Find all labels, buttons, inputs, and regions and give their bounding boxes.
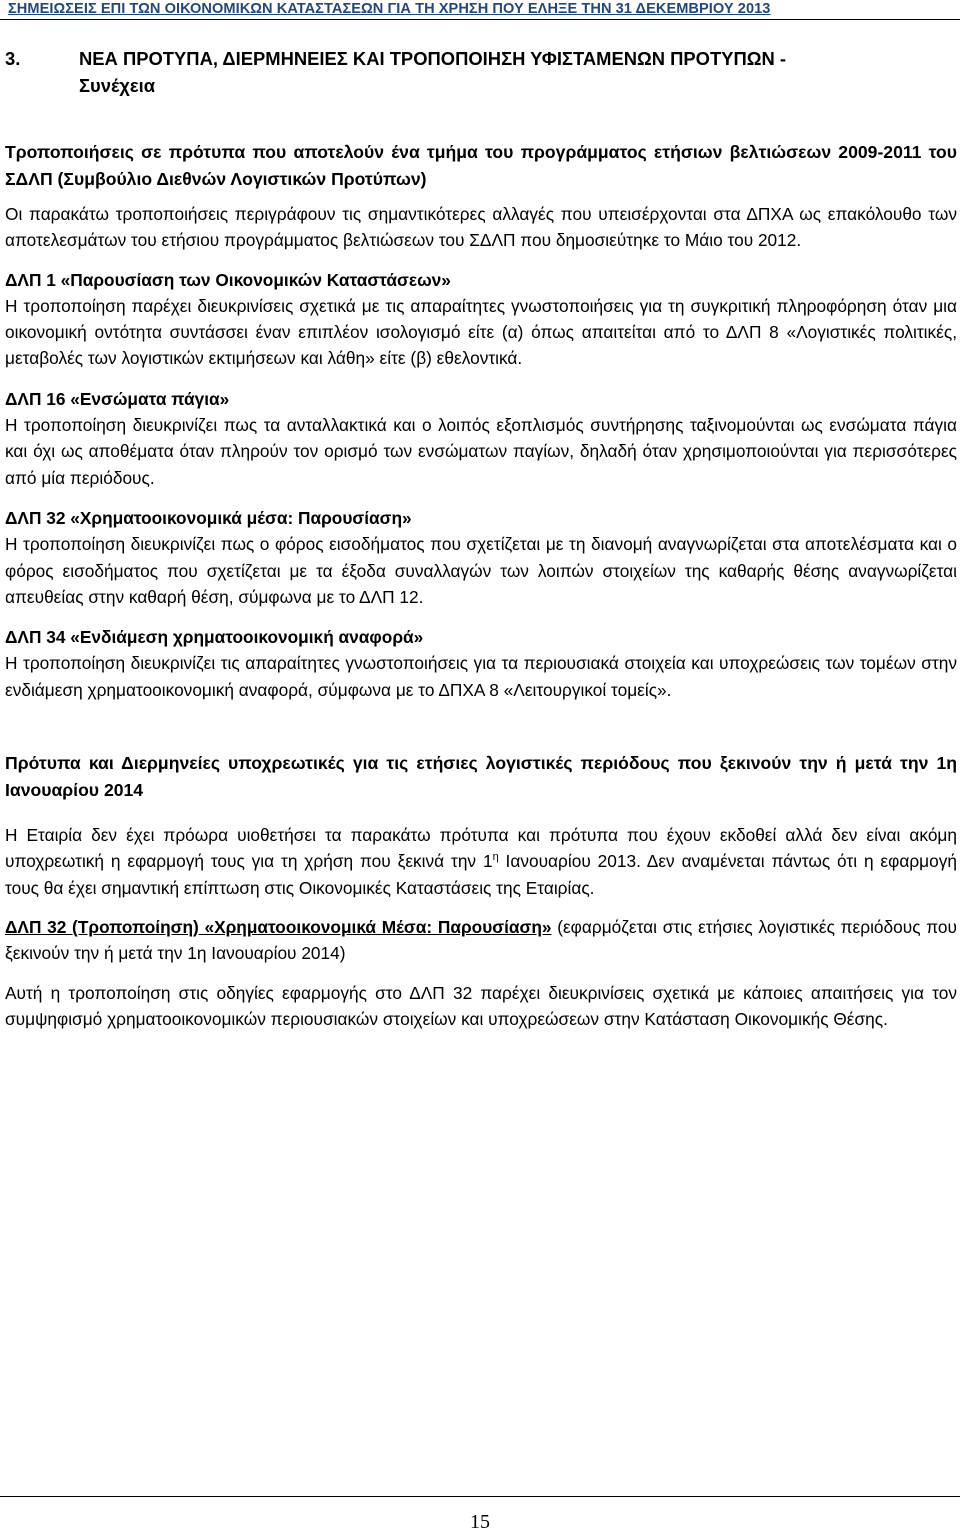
mandatory-intro-part1: Η Εταιρία δεν έχει πρόωρα υιοθετήσει τα παρακάτω πρότυπα και πρότυπα που έχουν εκδοθεί αλλά δεν είναι ακόμη υποχρεωτική η εφαρμογή τους για τη χρήση που ξεκινά την 1	[5, 825, 957, 872]
improvement-body-3: Η τροποποίηση διευκρινίζει πως ο φόρος εισοδήματος που σχετίζεται με τη διανομή αναγνωρίζεται στα αποτελέσματα και ο φόρος εισοδήματος που σχετίζεται με τα έξοδα συναλλαγών των λοιπών στοιχείων της καθαρής θέσης αναγνωρίζεται απευθείας στην καθαρή θέση, σύμφωνα με το ΔΛΠ 12.	[5, 534, 957, 607]
improvement-title-1: ΔΛΠ 1 «Παρουσίαση των Οικονομικών Καταστάσεων»	[5, 269, 451, 290]
mandatory-heading: Πρότυπα και Διερμηνείες υποχρεωτικές για τις ετήσιες λογιστικές περιόδους που ξεκινούν την ή μετά την 1η Ιανουαρίου 2014	[5, 753, 957, 800]
improvement-item-4	[5, 624, 957, 703]
section-number: 3.	[5, 48, 21, 69]
section-title-line1: ΝΕΑ ΠΡΟΤΥΠΑ, ΔΙΕΡΜΗΝΕΙΕΣ ΚΑΙ ΤΡΟΠΟΠΟΙΗΣΗ ΥΦΙΣΤΑΜΕΝΩΝ ΠΡΟΤΥΠΩΝ -	[79, 48, 787, 69]
section-heading	[5, 46, 957, 99]
improvements-intro: Οι παρακάτω τροποποιήσεις περιγράφουν τις σημαντικότερες αλλαγές που υπεισέρχονται στα ΔΠΧΑ ως επακόλουθο των αποτελεσμάτων του ετήσιου προγράμματος βελτιώσεων του ΣΔΛΠ που δημοσιεύτηκε το Μάιο του 2012.	[5, 204, 957, 251]
improvement-item-2	[5, 386, 957, 491]
improvement-item-1	[5, 267, 957, 372]
running-header-title: ΣΗΜΕΙΩΣΕΙΣ ΕΠΙ ΤΩΝ ΟΙΚΟΝΟΜΙΚΩΝ ΚΑΤΑΣΤΑΣΕΩΝ ΓΙΑ ΤΗ ΧΡΗΣΗ ΠΟΥ ΕΛΗΞΕ ΤΗΝ 31 ΔΕΚΕΜΒΡΙΟΥ 2013	[8, 1, 771, 17]
mandatory-intro-part2: Ιανουαρίου 2013. Δεν αναμένεται πάντως ότι η εφαρμογή τους θα έχει σημαντική επίπτωση στις Οικονομικές Καταστάσεις της Εταιρίας.	[5, 851, 957, 898]
improvement-body-2: Η τροποποίηση διευκρινίζει πως τα ανταλλακτικά και ο λοιπός εξοπλισμός συντήρησης ταξινομούνται ως ενσώματα πάγια και όχι ως αποθέματα όταν πληρούν τον ορισμό των ενσώματων παγίων, δηλαδή όταν χρησιμοποιούνται για περισσότερες από μία περιόδους.	[5, 415, 957, 488]
page-number: 15	[470, 1511, 490, 1533]
section-title	[79, 46, 957, 99]
improvement-title-3: ΔΛΠ 32 «Χρηματοοικονομικά μέσα: Παρουσίαση»	[5, 507, 412, 528]
mandatory-item-title-block	[5, 914, 957, 967]
mandatory-item-title-suffix: (εφαρμόζεται στις ετήσιες λογιστικές περιόδους που ξεκινούν την ή μετά την 1η Ιανουαρίου 2014)	[5, 916, 957, 964]
improvement-item-3	[5, 505, 957, 610]
improvement-body-1: Η τροποποίηση παρέχει διευκρινίσεις σχετικά με τις απαραίτητες γνωστοποιήσεις για τη συγκριτική πληροφόρηση όταν μια οικονομική οντότητα συντάσσει έναν επιπλέον ισολογισμό είτε (α) όπως απαιτείται από το ΔΛΠ 8 «Λογιστικές πολιτικές, μεταβολές των λογιστικών εκτιμήσεων και λάθη» είτε (β) εθελοντικά.	[5, 295, 957, 369]
mandatory-item-title: ΔΛΠ 32 (Τροποποίηση) «Χρηματοοικονομικά Μέσα: Παρουσίαση»	[5, 916, 552, 937]
improvement-title-4: ΔΛΠ 34 «Ενδιάμεση χρηματοοικονομική αναφορά»	[5, 627, 424, 648]
improvement-title-2: ΔΛΠ 16 «Ενσώματα πάγια»	[5, 388, 230, 409]
section-title-line2: Συνέχεια	[79, 74, 155, 96]
mandatory-item-body: Αυτή η τροποποίηση στις οδηγίες εφαρμογής στο ΔΛΠ 32 παρέχει διευκρινίσεις σχετικά με κάποιες απαιτήσεις για τον συμψηφισμό χρηματοοικονομικών περιουσιακών στοιχείων και υποχρεώσεων στην Κατάσταση Οικονομικής Θέσης.	[5, 982, 957, 1029]
page-content	[5, 46, 957, 1032]
improvement-body-4: Η τροποποίηση διευκρινίζει τις απαραίτητες γνωστοποιήσεις για τα περιουσιακά στοιχεία και υποχρεώσεις των τομέων στην ενδιάμεση χρηματοοικονομική αναφορά, σύμφωνα με το ΔΠΧΑ 8 «Λειτουργικοί τομείς».	[5, 653, 957, 700]
footer-divider	[0, 1496, 960, 1497]
mandatory-intro	[5, 822, 957, 901]
running-header	[0, 0, 960, 20]
mandatory-intro-superscript: η	[492, 851, 499, 864]
improvements-heading: Τροποποιήσεις σε πρότυπα που αποτελούν ένα τμήμα του προγράμματος ετήσιων βελτιώσεων 2009-2011 του ΣΔΛΠ (Συμβούλιο Διεθνών Λογιστικών Προτύπων)	[5, 142, 957, 189]
